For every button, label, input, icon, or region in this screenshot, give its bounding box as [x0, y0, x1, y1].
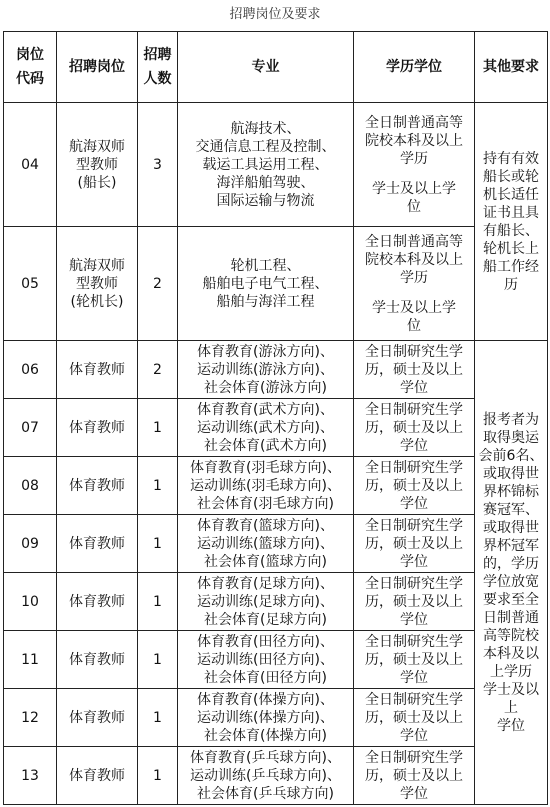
position-name: 体育教师 [57, 341, 138, 399]
major-cell: 轮机工程、 船舶电子电气工程、 船舶与海洋工程 [178, 227, 354, 341]
position-name: 体育教师 [57, 457, 138, 515]
major-cell: 体育教育(羽毛球方向)、 运动训练(羽毛球方向)、 社会体育(羽毛球方向) [178, 457, 354, 515]
education-cell: 全日制研究生学 历，硕士及以上 学位 [354, 399, 475, 457]
position-code: 05 [4, 227, 57, 341]
header-major: 专业 [178, 32, 354, 103]
position-name: 体育教师 [57, 573, 138, 631]
hiring-count: 1 [138, 689, 178, 747]
education-cell: 全日制研究生学 历，硕士及以上 学位 [354, 747, 475, 805]
education-cell: 全日制研究生学 历，硕士及以上 学位 [354, 515, 475, 573]
position-code: 04 [4, 103, 57, 227]
major-cell: 体育教育(田径方向)、 运动训练(田径方向)、 社会体育(田径方向) [178, 631, 354, 689]
table-row [4, 573, 548, 631]
position-name: 体育教师 [57, 747, 138, 805]
major-cell: 体育教育(乒乓球方向)、 运动训练(乒乓球方向)、 社会体育(乒乓球方向) [178, 747, 354, 805]
other-requirements-sports: 报考者为 取得奥运 会前6名、 或取得世 界杯锦标 赛冠军、 或取得世 界杯冠军 的，学历 学位放宽 要求至全 日制普通 高等院校 本科及以 上学历 学士及以上 学位 [475, 341, 548, 805]
header-position: 招聘岗位 [57, 32, 138, 103]
position-code: 07 [4, 399, 57, 457]
hiring-count: 1 [138, 399, 178, 457]
table-row [4, 689, 548, 747]
hiring-count: 2 [138, 341, 178, 399]
table-row [4, 227, 548, 341]
position-name: 航海双师 型教师 (轮机长) [57, 227, 138, 341]
page-title: 招聘岗位及要求 [229, 7, 321, 22]
major-cell: 体育教育(篮球方向)、 运动训练(篮球方向)、 社会体育(篮球方向) [178, 515, 354, 573]
hiring-count: 3 [138, 103, 178, 227]
table-row [4, 747, 548, 805]
table-row [4, 457, 548, 515]
position-code: 13 [4, 747, 57, 805]
position-code: 10 [4, 573, 57, 631]
major-cell: 体育教育(足球方向)、 运动训练(足球方向)、 社会体育(足球方向) [178, 573, 354, 631]
education-cell: 全日制研究生学 历，硕士及以上 学位 [354, 457, 475, 515]
hiring-count: 1 [138, 747, 178, 805]
education-cell: 全日制普通高等 院校本科及以上 学历 学士及以上学 位 [354, 103, 475, 227]
hiring-count: 1 [138, 515, 178, 573]
table-row [4, 341, 548, 399]
table-row [4, 515, 548, 573]
position-name: 体育教师 [57, 399, 138, 457]
header-other: 其他要求 [475, 32, 548, 103]
header-education: 学历学位 [354, 32, 475, 103]
hiring-count: 1 [138, 457, 178, 515]
major-cell: 体育教育(武术方向)、 运动训练(武术方向)、 社会体育(武术方向) [178, 399, 354, 457]
education-cell: 全日制普通高等 院校本科及以上 学历 学士及以上学 位 [354, 227, 475, 341]
hiring-count: 1 [138, 631, 178, 689]
recruitment-table [3, 31, 548, 805]
major-cell: 体育教育(体操方向)、 运动训练(体操方向)、 社会体育(体操方向) [178, 689, 354, 747]
table-row [4, 103, 548, 227]
position-name: 体育教师 [57, 631, 138, 689]
table-row [4, 631, 548, 689]
position-name: 体育教师 [57, 515, 138, 573]
position-name: 航海双师 型教师 (船长) [57, 103, 138, 227]
position-code: 11 [4, 631, 57, 689]
position-name: 体育教师 [57, 689, 138, 747]
header-code: 岗位 代码 [4, 32, 57, 103]
education-cell: 全日制研究生学 历，硕士及以上 学位 [354, 573, 475, 631]
table-row [4, 399, 548, 457]
header-row [4, 32, 548, 103]
position-code: 12 [4, 689, 57, 747]
position-code: 08 [4, 457, 57, 515]
education-cell: 全日制研究生学 历，硕士及以上 学位 [354, 689, 475, 747]
hiring-count: 2 [138, 227, 178, 341]
hiring-count: 1 [138, 573, 178, 631]
major-cell: 航海技术、 交通信息工程及控制、 载运工具运用工程、 海洋船舶驾驶、 国际运输与物流 [178, 103, 354, 227]
other-requirements-captain: 持有有效 船长或轮 机长适任 证书且具 有船长、 轮机长上 船工作经 历 [475, 103, 548, 341]
major-cell: 体育教育(游泳方向)、 运动训练(游泳方向)、 社会体育(游泳方向) [178, 341, 354, 399]
position-code: 06 [4, 341, 57, 399]
education-cell: 全日制研究生学 历，硕士及以上 学位 [354, 631, 475, 689]
header-count: 招聘 人数 [138, 32, 178, 103]
education-cell: 全日制研究生学 历，硕士及以上 学位 [354, 341, 475, 399]
position-code: 09 [4, 515, 57, 573]
